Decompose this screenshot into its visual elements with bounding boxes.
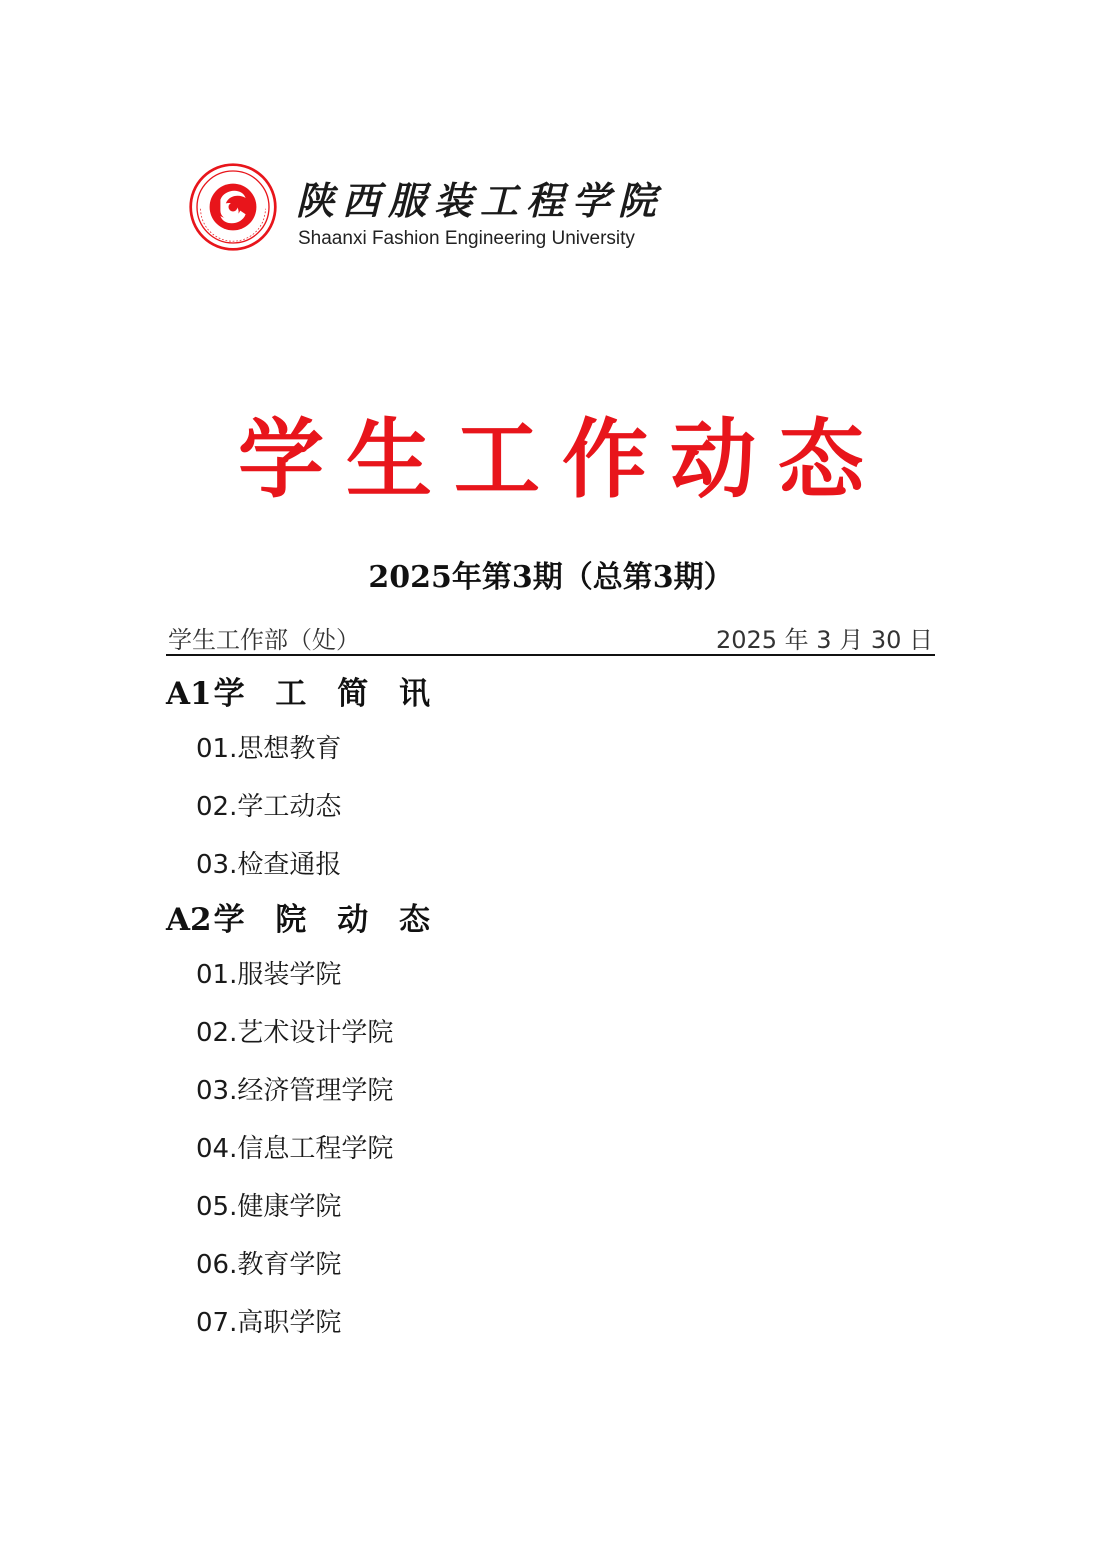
publish-date: 2025 年 3 月 30 日 xyxy=(715,626,933,654)
toc-section-heading xyxy=(166,668,935,720)
toc-item[interactable]: 06.教育学院 xyxy=(196,1250,342,1280)
university-name-cn: 陕西服装工程学院 xyxy=(296,178,665,223)
toc-item[interactable]: 03.经济管理学院 xyxy=(196,1076,394,1106)
department-label: 学生工作部（处） xyxy=(168,626,360,654)
toc-item[interactable]: 04.信息工程学院 xyxy=(196,1134,394,1164)
university-logo xyxy=(186,160,706,256)
table-of-contents xyxy=(166,668,935,1352)
page-title: 学生工作动态 xyxy=(238,410,886,510)
toc-section-title: 学 工 简 讯 xyxy=(213,676,441,712)
toc-item[interactable]: 02.艺术设计学院 xyxy=(196,1018,394,1048)
toc-section-heading xyxy=(166,894,935,946)
toc-section-code: A1 xyxy=(166,676,212,712)
toc-section-title: 学 院 动 态 xyxy=(213,902,441,938)
toc-item[interactable]: 01.思想教育 xyxy=(196,734,342,764)
meta-row xyxy=(166,618,935,656)
university-seal-icon xyxy=(188,162,278,252)
toc-item[interactable]: 03.检查通报 xyxy=(196,850,342,880)
toc-item[interactable]: 01.服装学院 xyxy=(196,960,342,990)
university-name-en: Shaanxi Fashion Engineering University xyxy=(298,228,635,249)
issue-number: 2025年第3期（总第3期） xyxy=(368,560,734,595)
toc-item[interactable]: 07.高职学院 xyxy=(196,1308,342,1338)
toc-section-code: A2 xyxy=(166,902,212,938)
toc-item[interactable]: 02.学工动态 xyxy=(196,792,342,822)
toc-item[interactable]: 05.健康学院 xyxy=(196,1192,342,1222)
